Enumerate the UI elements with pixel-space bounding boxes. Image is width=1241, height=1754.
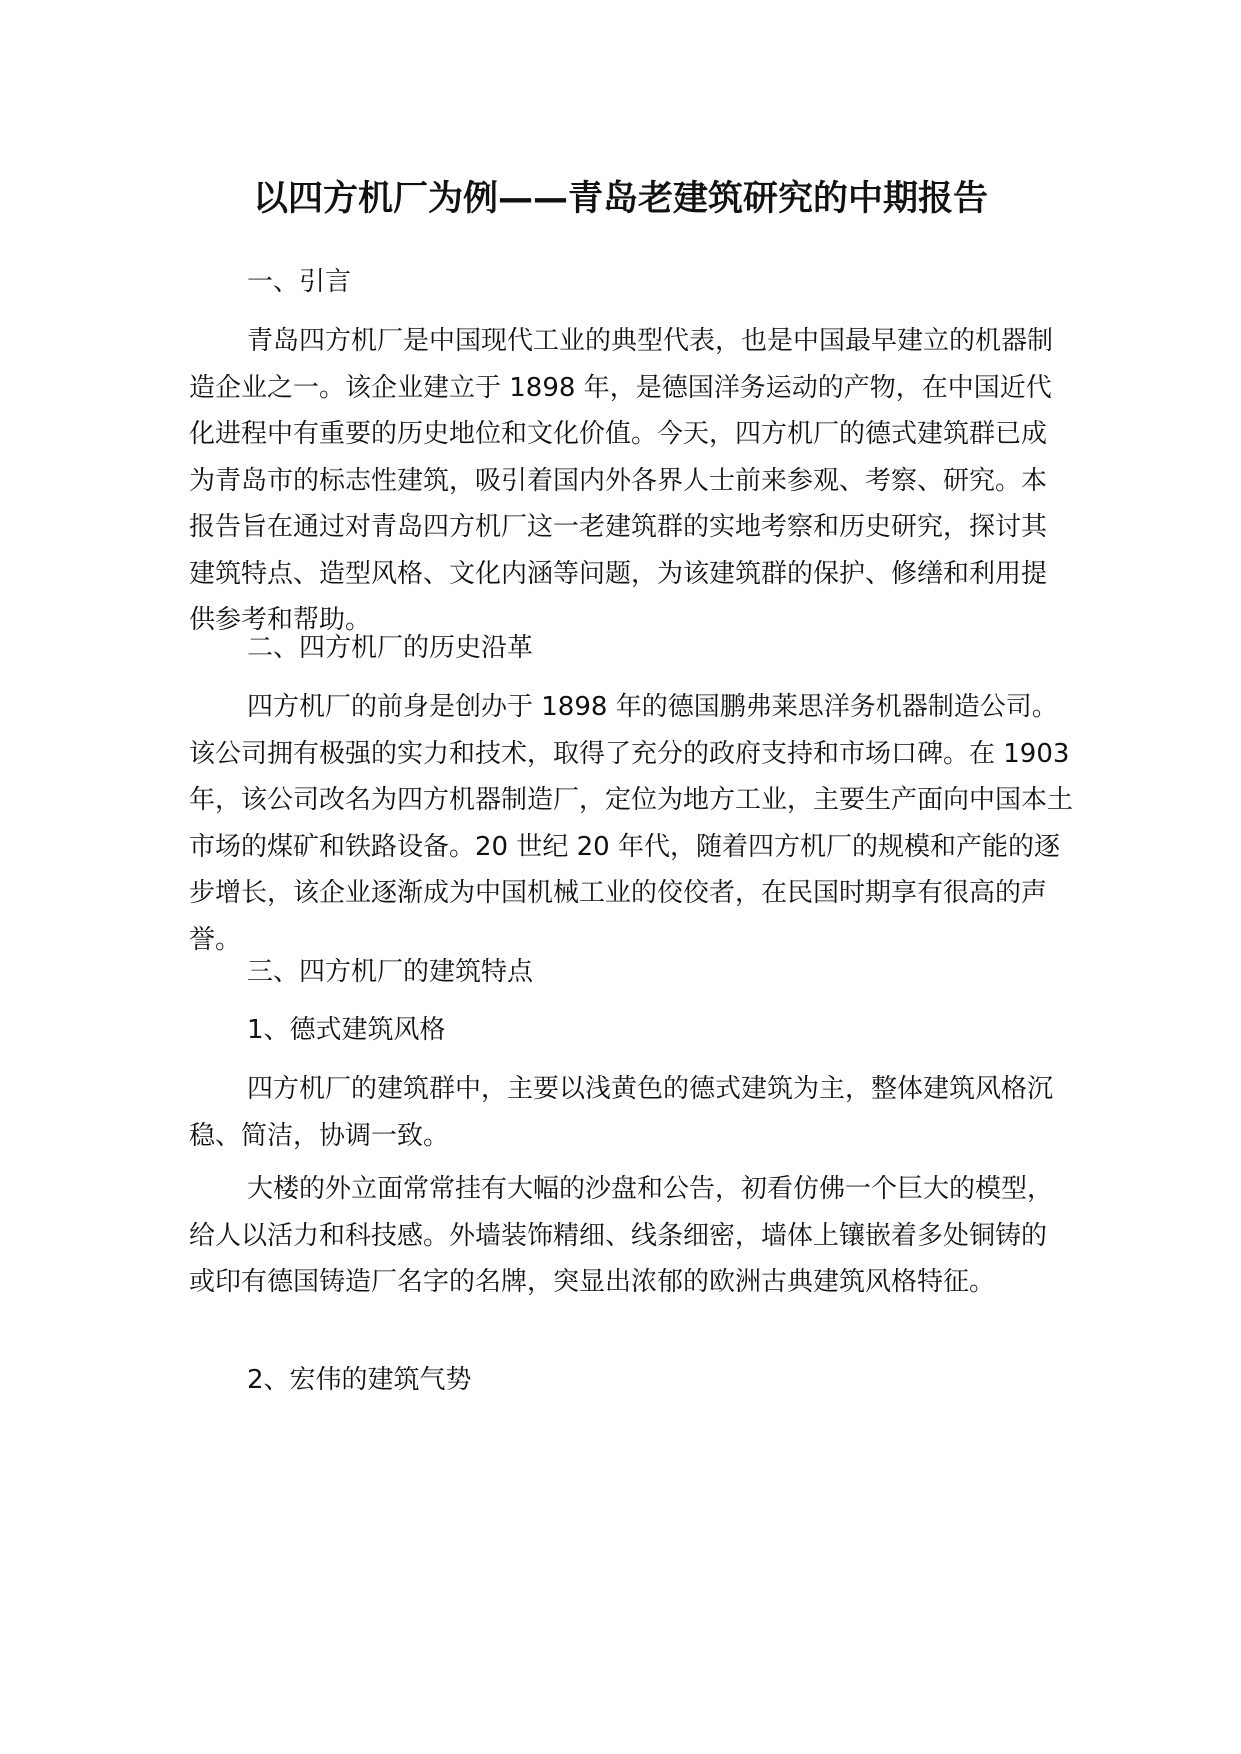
paragraph-introduction: 青岛四方机厂是中国现代工业的典型代表，也是中国最早建立的机器制造企业之一。该企业建立于 1898 年，是德国洋务运动的产物，在中国近代化进程中有重要的历史地位和文化价值。今天，四方机厂的德式建筑群已成为青岛市的标志性建筑，吸引着国内外各界人士前来参观、考察、研究。本报告旨在通过对青岛四方机厂这一老建筑群的实地考察和历史研究，探讨其建筑特点、造型风格、文化内涵等问题，为该建筑群的保护、修缮和利用提供参考和帮助。 [189, 326, 1054, 635]
section-heading-history: 二、四方机厂的历史沿革 [247, 633, 534, 663]
section-heading-introduction: 一、引言 [247, 267, 352, 297]
paragraph-german-style: 四方机厂的建筑群中，主要以浅黄色的德式建筑为主，整体建筑风格沉稳、简洁，协调一致。 [189, 1074, 1054, 1151]
subheading-grand-momentum: 2、宏伟的建筑气势 [247, 1365, 472, 1395]
paragraph-facade: 大楼的外立面常常挂有大幅的沙盘和公告，初看仿佛一个巨大的模型，给人以活力和科技感。外墙装饰精细、线条细密，墙体上镶嵌着多处铜铸的或印有德国铸造厂名字的名牌，突显出浓郁的欧洲古典建筑风格特征。 [189, 1174, 1054, 1297]
paragraph-history: 四方机厂的前身是创办于 1898 年的德国鹏弗莱思洋务机器制造公司。该公司拥有极强的实力和技术，取得了充分的政府支持和市场口碑。在 1903 年，该公司改名为四方机器制造厂，定位为地方工业，主要生产面向中国本土市场的煤矿和铁路设备。20 世纪 20 年代，随着四方机厂的规模和产能的逐步增长，该企业逐渐成为中国机械工业的佼佼者，在民国时期享有很高的声誉。 [189, 692, 1074, 955]
subheading-german-style: 1、德式建筑风格 [247, 1015, 446, 1045]
document-title: 以四方机厂为例——青岛老建筑研究的中期报告 [252, 179, 988, 219]
section-heading-architecture: 三、四方机厂的建筑特点 [247, 957, 534, 987]
